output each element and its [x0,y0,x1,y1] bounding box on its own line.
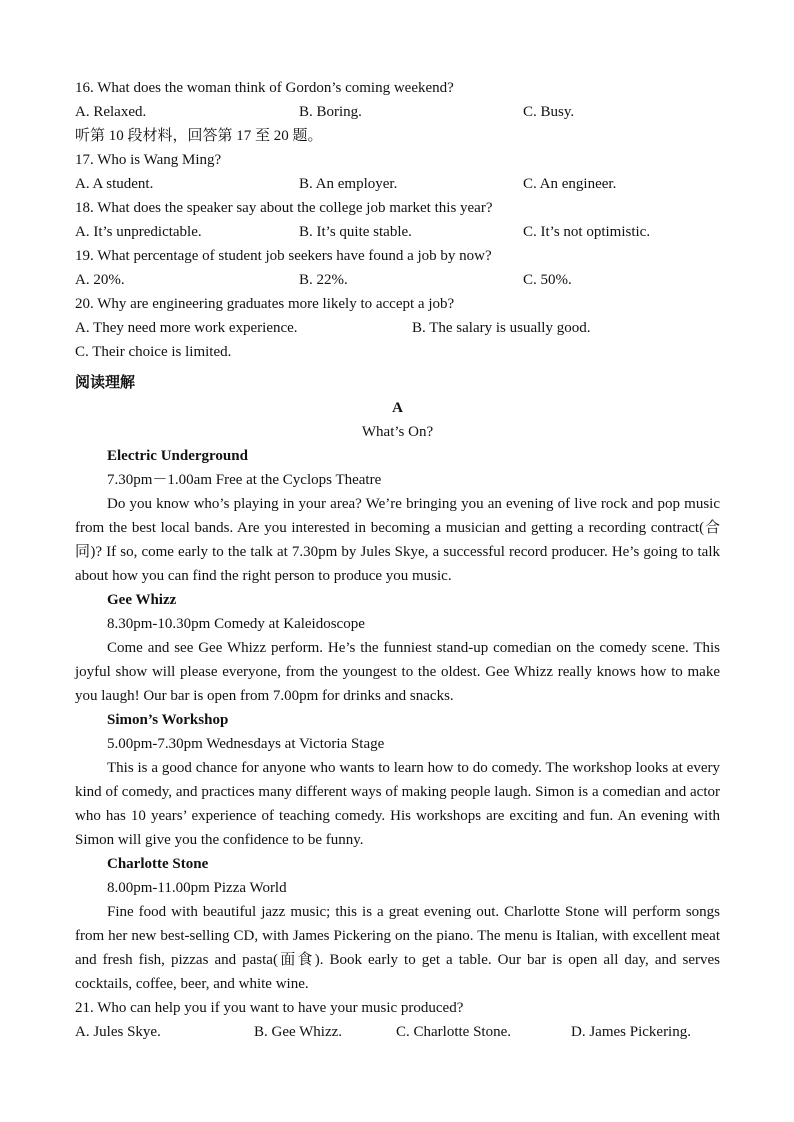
passage-title: What’s On? [361,424,434,440]
event-name: Electric Underground [107,448,248,464]
option-c: C. An engineer. [523,176,617,192]
question-19: 19. What percentage of student job seekers have found a job by now? [75,248,492,264]
question-17: 17. Who is Wang Ming? [75,152,222,168]
question-17-options [75,172,720,196]
option-c: C. It’s not optimistic. [523,224,651,240]
option-c: C. 50%. [523,272,572,288]
question-16-options [75,100,720,124]
event-description: Fine food with beautiful jazz music; this is a great evening out. Charlotte Stone will perform songs from her new best-selling CD, with James Pickering on the piano. The menu is Italian, with excellent meat and fresh fish, pizzas and pasta(面食). Book early to get a table. Our bar is open all day, and serves cocktails, coffee, beer, and white wine. [75,904,720,992]
option-a: A. Relaxed. [75,104,147,120]
option-b: B. It’s quite stable. [299,224,412,240]
event-name: Gee Whizz [107,592,177,608]
option-b: B. Boring. [299,104,362,120]
event-name: Charlotte Stone [107,856,209,872]
option-a: A. They need more work experience. [75,320,298,336]
question-19-options [75,268,720,292]
option-c: C. Busy. [523,104,575,120]
event-info: 7.30pm－1.00am Free at the Cyclops Theatre [107,472,382,488]
option-b: B. The salary is usually good. [412,320,591,336]
event-description: This is a good chance for anyone who wants to learn how to do comedy. The workshop looks at every kind of comedy, and practices many different ways of making people laugh. Simon is a comedian and actor who has 10 years’ experience of teaching comedy. His workshops are exciting and fun. An evening with Simon will give you the confidence to be funny. [75,760,720,848]
event-info: 5.00pm-7.30pm Wednesdays at Victoria Stage [107,736,385,752]
event-description: Do you know who’s playing in your area? We’re bringing you an evening of live rock and pop music from the best local bands. Are you interested in becoming a musician and getting a recording contract(合同)? If so, come early to the talk at 7.30pm by Jules Skye, a successful record producer. He’s going to talk about how you can find the right person to produce you music. [75,496,720,584]
question-18: 18. What does the speaker say about the college job market this year? [75,200,493,216]
listening-instruction: 听第 10 段材料，回答第 17 至 20 题。 [75,128,323,144]
question-21-options [75,1020,720,1044]
option-d: D. James Pickering. [571,1024,691,1040]
section-title: 阅读理解 [75,375,136,391]
event-info: 8.30pm-10.30pm Comedy at Kaleidoscope [107,616,365,632]
option-a: A. Jules Skye. [75,1024,161,1040]
question-21: 21. Who can help you if you want to have your music produced? [75,1000,464,1016]
question-18-options [75,220,720,244]
option-a: A. 20%. [75,272,125,288]
question-20: 20. Why are engineering graduates more likely to accept a job? [75,296,455,312]
option-c: C. Their choice is limited. [75,344,232,360]
event-description: Come and see Gee Whizz perform. He’s the funniest stand-up comedian on the comedy scene. This joyful show will please everyone, from the youngest to the oldest. Gee Whizz really knows how to make you laugh! Our bar is open from 7.00pm for drinks and snacks. [75,640,720,704]
option-b: B. Gee Whizz. [254,1024,343,1040]
passage-letter: A [392,400,403,416]
question-16: 16. What does the woman think of Gordon’s coming weekend? [75,80,454,96]
option-b: B. 22%. [299,272,348,288]
event-name: Simon’s Workshop [107,712,229,728]
exam-page [75,76,720,1044]
question-20-options [75,316,720,340]
event-info: 8.00pm-11.00pm Pizza World [107,880,287,896]
option-b: B. An employer. [299,176,398,192]
option-a: A. A student. [75,176,154,192]
option-a: A. It’s unpredictable. [75,224,202,240]
option-c: C. Charlotte Stone. [396,1024,511,1040]
